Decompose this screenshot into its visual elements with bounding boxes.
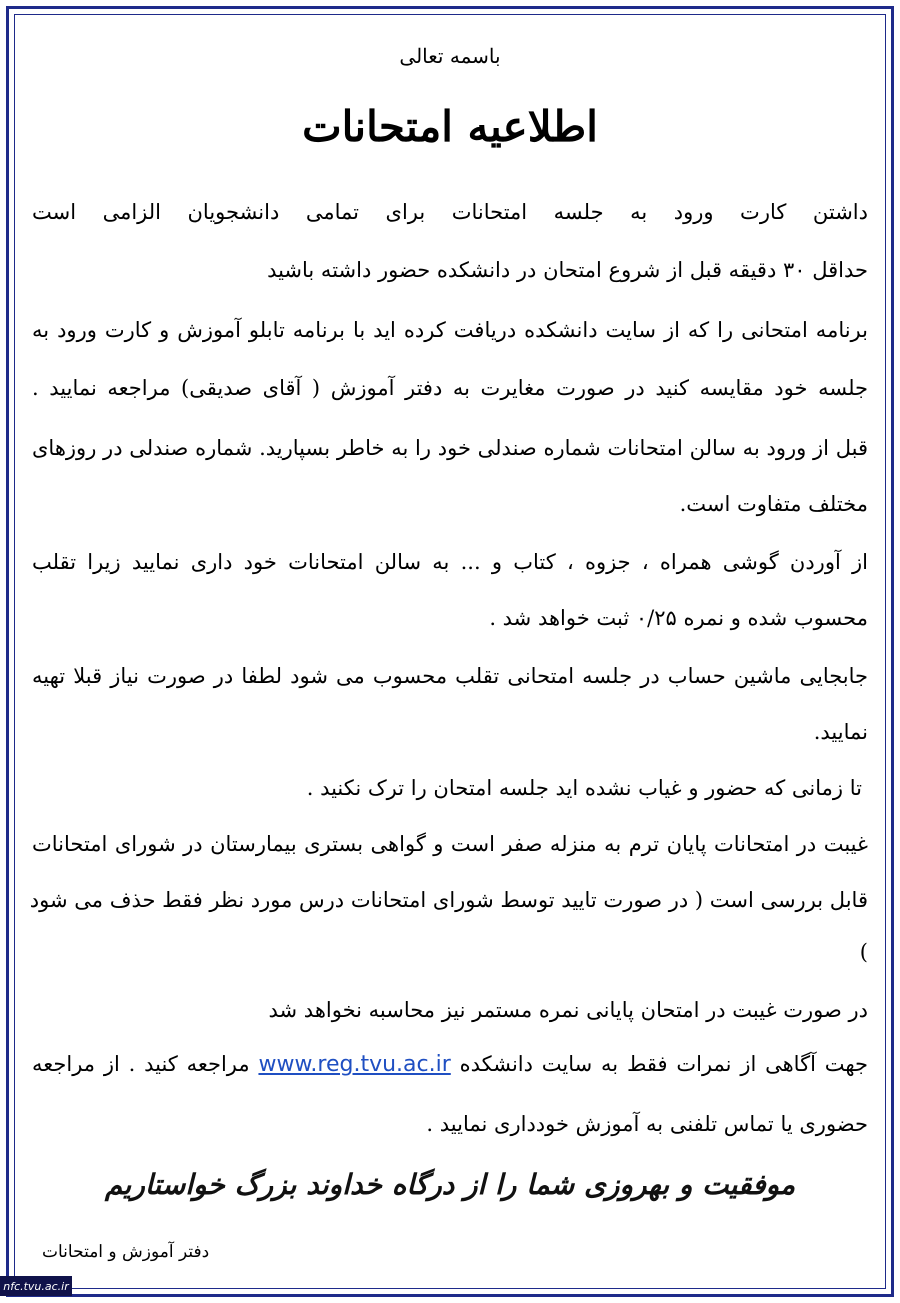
body-line: تا زمانی که حضور و غیاب نشده اید جلسه امتحان را ترک نکنید . (306, 776, 862, 800)
university-site-link[interactable]: www.reg.tvu.ac.ir (258, 1052, 451, 1077)
body-line: جلسه خود مقایسه کنید در صورت مغایرت به دفتر آموزش ( آقای صدیقی) مراجعه نمایید . (32, 376, 868, 400)
body-line: داشتن کارت ورود به جلسه امتحانات برای تمامی دانشجویان الزامی است (32, 200, 868, 224)
body-line: محسوب شده و نمره ۰/۲۵ ثبت خواهد شد . (489, 606, 868, 630)
body-line: برنامه امتحانی را که از سایت دانشکده دریافت کرده اید با برنامه تابلو آموزش و کارت ورود به (32, 318, 868, 342)
body-line: نمایید. (813, 720, 868, 744)
signature: دفتر آموزش و امتحانات (42, 1242, 210, 1262)
closing-wish: موفقیت و بهروزی شما را از درگاه خداوند بزرگ خواستاریم (104, 1168, 796, 1201)
body-line: حضوری یا تماس تلفنی به آموزش خودداری نمایید . (426, 1112, 868, 1136)
body-line: جابجایی ماشین حساب در جلسه امتحانی تقلب محسوب می شود لطفا در صورت نیاز قبلا تهیه (32, 664, 868, 688)
body-line: در صورت غیبت در امتحان پایانی نمره مستمر نیز محاسبه نخواهد شد (268, 998, 868, 1022)
body-line: از آوردن گوشی همراه ، جزوه ، کتاب و ... به سالن امتحانات خود داری نمایید زیرا تقلب (32, 550, 868, 574)
body-line: مختلف متفاوت است. (679, 492, 868, 516)
basmala-heading: باسمه تعالی (399, 44, 501, 68)
url-line-after: مراجعه کنید . از مراجعه (32, 1052, 250, 1076)
body-line-with-link (32, 1052, 868, 1077)
page-title: اطلاعیه امتحانات (302, 102, 598, 151)
body-line: غیبت در امتحانات پایان ترم به منزله صفر است و گواهی بستری بیمارستان در شورای امتحانات (32, 832, 868, 856)
body-line: قبل از ورود به سالن امتحانات شماره صندلی خود را به خاطر بسپارید. شماره صندلی در روزهای (32, 436, 868, 460)
url-line-before: جهت آگاهی از نمرات فقط به سایت دانشکده (459, 1052, 868, 1076)
body-line: ) (859, 940, 868, 964)
announcement (29, 30, 868, 1280)
body-line: قابل بررسی است ( در صورت تایید توسط شورای امتحانات درس مورد نظر فقط حذف می شود (29, 888, 868, 912)
site-watermark: nfc.tvu.ac.ir (0, 1276, 72, 1296)
body-line: حداقل ۳۰ دقیقه قبل از شروع امتحان در دانشکده حضور داشته باشید (267, 258, 868, 282)
